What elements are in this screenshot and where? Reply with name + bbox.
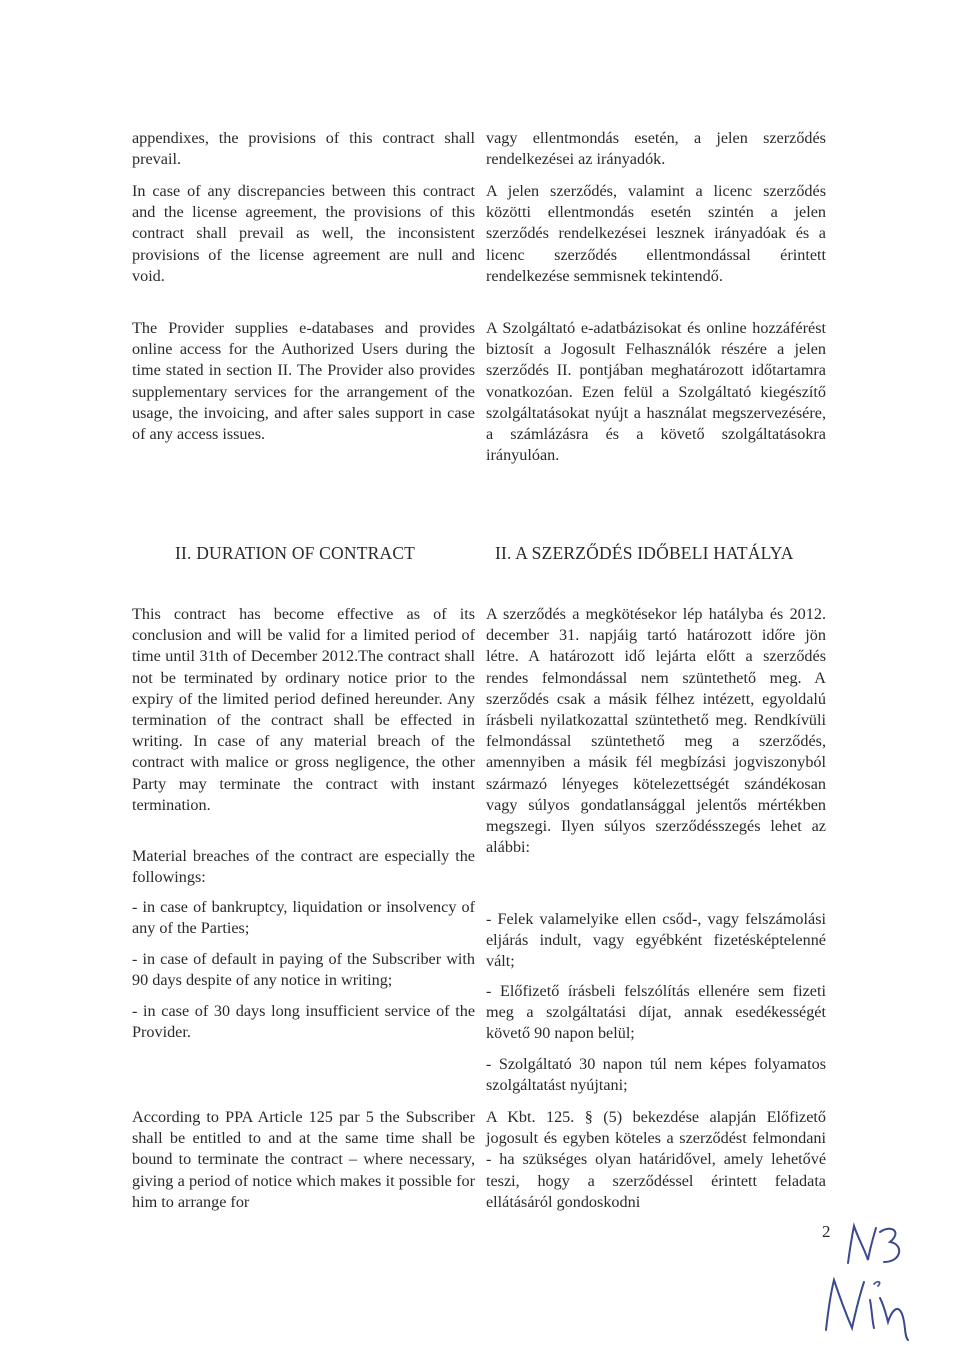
en-paragraph-provider: The Provider supplies e-databases and provides online access for the Authorized Users during the time stated in section II. The Provider also provides supplementary services for the arrangement of the usage, the invoicing, and after sales support in case of any access issues. bbox=[132, 319, 475, 444]
en-bullet-bankruptcy: - in case of bankruptcy, liquidation or insolvency of any of the Parties; bbox=[132, 898, 475, 938]
en-bullet-insufficient-service: - in case of 30 days long insufficient service of the Provider. bbox=[132, 1002, 475, 1042]
en-paragraph-ppa: According to PPA Article 125 par 5 the Subscriber shall be entitled to and at the same time shall be bound to terminate the contract – where necessary, giving a period of notice which makes it possible for him to arrange for bbox=[132, 1108, 475, 1211]
en-paragraph-material-breaches: Material breaches of the contract are especially the followings: bbox=[132, 847, 475, 887]
page-number: 2 bbox=[822, 1222, 831, 1241]
handwritten-signature bbox=[812, 1270, 922, 1345]
en-bullet-default-payment: - in case of default in paying of the Subscriber with 90 days despite of any notice in writing; bbox=[132, 950, 475, 990]
en-paragraph-appendix: appendixes, the provisions of this contract shall prevail. bbox=[132, 129, 475, 169]
hu-paragraph-appendix: vagy ellentmondás esetén, a jelen szerződés rendelkezései az irányadók. bbox=[486, 129, 826, 169]
hu-paragraph-kbt: A Kbt. 125. § (5) bekezdése alapján Előfizető jogosult és egyben köteles a szerződést felmondani - ha szükséges olyan határidővel, amely lehetővé teszi, hogy a szerződéssel érintett feladata ellátásáról gondoskodni bbox=[486, 1108, 826, 1211]
hu-paragraph-provider: A Szolgáltató e-adatbázisokat és online hozzáférést biztosít a Jogosult Felhasználók részére a jelen szerződés II. pontjában meghatározott időtartamra vonatkozóan. Ezen felül a Szolgáltató kiegészítő szolgáltatásokat nyújt a használat megszervezésére, a számlázásra és a követő szolgáltatásokra irányulóan. bbox=[486, 319, 826, 465]
hu-bullet-default-payment: - Előfizető írásbeli felszólítás ellenére sem fizeti meg a szolgáltatási díjat, annak esedékességét követő 90 napon belül; bbox=[486, 982, 826, 1043]
handwritten-initials-top bbox=[840, 1218, 910, 1273]
en-paragraph-discrepancies: In case of any discrepancies between this contract and the license agreement, the provisions of this contract shall prevail as well, the inconsistent provisions of the license agreement are null and void. bbox=[132, 182, 475, 285]
en-section-heading: II. DURATION OF CONTRACT bbox=[175, 543, 416, 563]
hu-paragraph-discrepancies: A jelen szerződés, valamint a licenc szerződés közötti ellentmondás esetén szintén a jelen szerződés rendelkezései lesznek irányadóak és a licenc szerződés ellentmondással érintett rendelkezése semmisnek tekintendő. bbox=[486, 182, 826, 285]
hu-paragraph-effective: A szerződés a megkötésekor lép hatályba és 2012. december 31. napjáig tartó határozott időre jön létre. A határozott idő lejárta előtt a szerződés rendes felmondással nem szüntethető meg. A szerződés csak a másik félhez intézett, egyoldalú írásbeli nyilatkozattal szüntethető meg. Rendkívüli felmondással szüntethető meg a szerződés, amennyiben a másik fél megbízási jogviszonyból származó lényeges kötelezettségét szándékosan vagy súlyos gondatlansággal jelentős mértékben megszegi. Ilyen súlyos szerződésszegés lehet az alábbi: bbox=[486, 605, 826, 857]
hu-section-heading: II. A SZERZŐDÉS IDŐBELI HATÁLYA bbox=[495, 543, 794, 563]
en-paragraph-effective: This contract has become effective as of its conclusion and will be valid for a limited period of time until 31th of December 2012.The contract shall not be terminated by ordinary notice prior to the expiry of the limited period defined hereunder. Any termination of the contract shall be effected in writing. In case of any material breach of the contract with malice or gross negligence, the other Party may terminate the contract with instant termination. bbox=[132, 605, 475, 814]
hu-bullet-insufficient-service: - Szolgáltató 30 napon túl nem képes folyamatos szolgáltatást nyújtani; bbox=[486, 1055, 826, 1095]
hu-bullet-bankruptcy: - Felek valamelyike ellen csőd-, vagy felszámolási eljárás indult, vagy egyébként fizetésképtelenné vált; bbox=[486, 910, 826, 971]
